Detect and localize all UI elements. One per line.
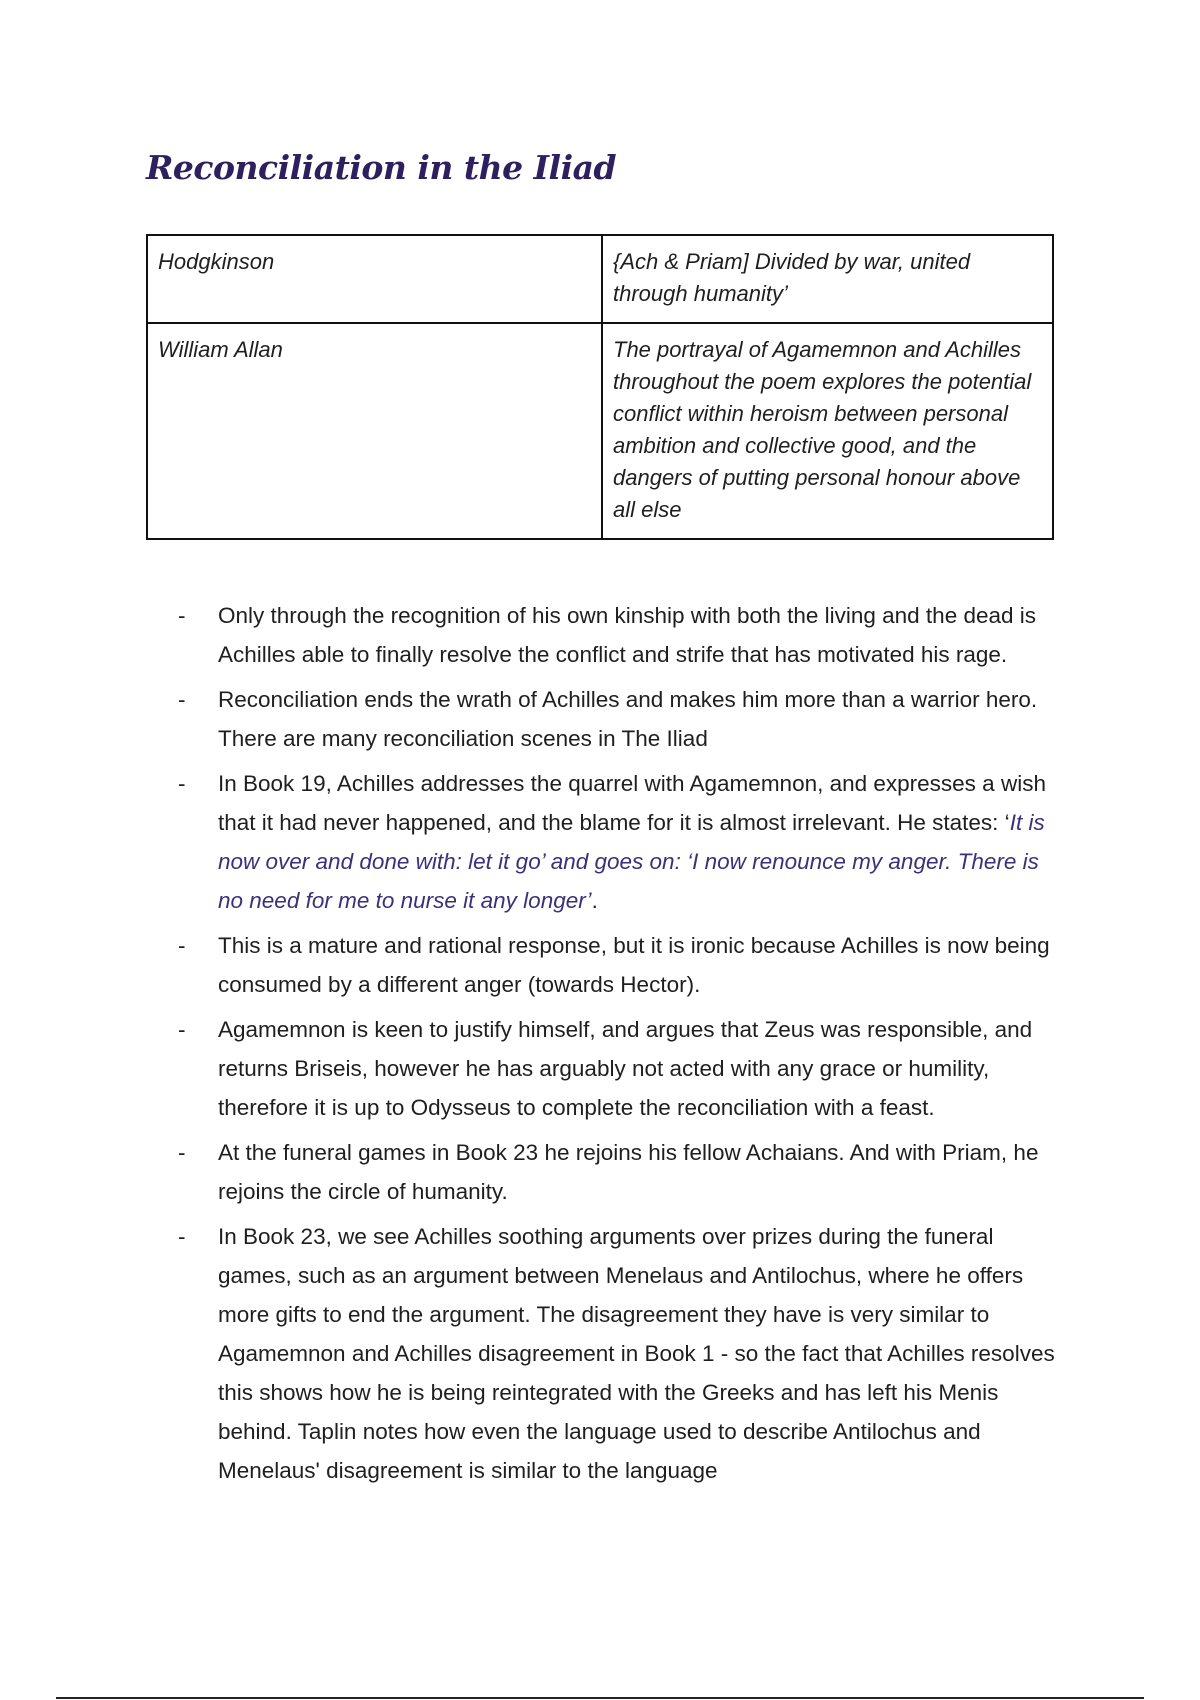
footer-divider (56, 1697, 1144, 1699)
list-item (178, 596, 1058, 674)
bullet-text: In Book 23, we see Achilles soothing arguments over prizes during the funeral games, such as an argument between Menelaus and Antilochus, where he offers more gifts to end the argument. The disagreement they have is very similar to Agamemnon and Achilles disagreement in Book 1 - so the fact that Achilles resolves this shows how he is being reintegrated with the Greeks and has left his Menis behind. Taplin notes how even the language used to describe Antilochus and Menelaus' disagreement is similar to the language (218, 1224, 1055, 1483)
list-item (178, 680, 1058, 758)
page-title: Reconciliation in the Iliad (146, 148, 617, 187)
bullet-text: This is a mature and rational response, but it is ironic because Achilles is now being consumed by a different anger (towards Hector). (218, 933, 1050, 997)
table-row (147, 235, 1053, 323)
bullet-dash: - (178, 771, 186, 796)
table-row (147, 323, 1053, 539)
bullet-dash: - (178, 1017, 186, 1042)
bullet-text-end: . (591, 888, 598, 913)
achilles-quote: It is now over and done with: let it go’ and goes on: ‘I now renounce my anger. There is no need for me to nurse it any longer’ (218, 810, 1045, 913)
critic-quote-cell: {Ach & Priam] Divided by war, united through humanity’ (602, 235, 1053, 323)
bullet-dash: - (178, 1140, 186, 1165)
list-item (178, 1217, 1058, 1490)
bullet-text: Only through the recognition of his own kinship with both the living and the dead is Achilles able to finally resolve the conflict and strife that has motivated his rage. (218, 603, 1037, 667)
critics-quote-table (146, 234, 1054, 540)
bullet-dash: - (178, 1224, 186, 1249)
bullet-text: At the funeral games in Book 23 he rejoins his fellow Achaians. And with Priam, he rejoins the circle of humanity. (218, 1140, 1039, 1204)
bullet-text: In Book 19, Achilles addresses the quarrel with Agamemnon, and expresses a wish that it had never happened, and the blame for it is almost irrelevant. He states: ‘ (218, 771, 1046, 835)
notes-bullet-list (178, 596, 1058, 1496)
critic-quote-cell: The portrayal of Agamemnon and Achilles throughout the poem explores the potential conflict within heroism between personal ambition and collective good, and the dangers of putting personal honour above all else (602, 323, 1053, 539)
bullet-dash: - (178, 933, 186, 958)
list-item (178, 1133, 1058, 1211)
bullet-text: Reconciliation ends the wrath of Achilles and makes him more than a warrior hero. There are many reconciliation scenes in The Iliad (218, 687, 1038, 751)
list-item (178, 1010, 1058, 1127)
list-item (178, 926, 1058, 1004)
bullet-dash: - (178, 687, 186, 712)
list-item (178, 764, 1058, 920)
critic-name-cell: Hodgkinson (147, 235, 602, 323)
bullet-text: Agamemnon is keen to justify himself, and argues that Zeus was responsible, and returns Briseis, however he has arguably not acted with any grace or humility, therefore it is up to Odysseus to complete the reconciliation with a feast. (218, 1017, 1033, 1120)
critic-name-cell: William Allan (147, 323, 602, 539)
bullet-dash: - (178, 603, 186, 628)
